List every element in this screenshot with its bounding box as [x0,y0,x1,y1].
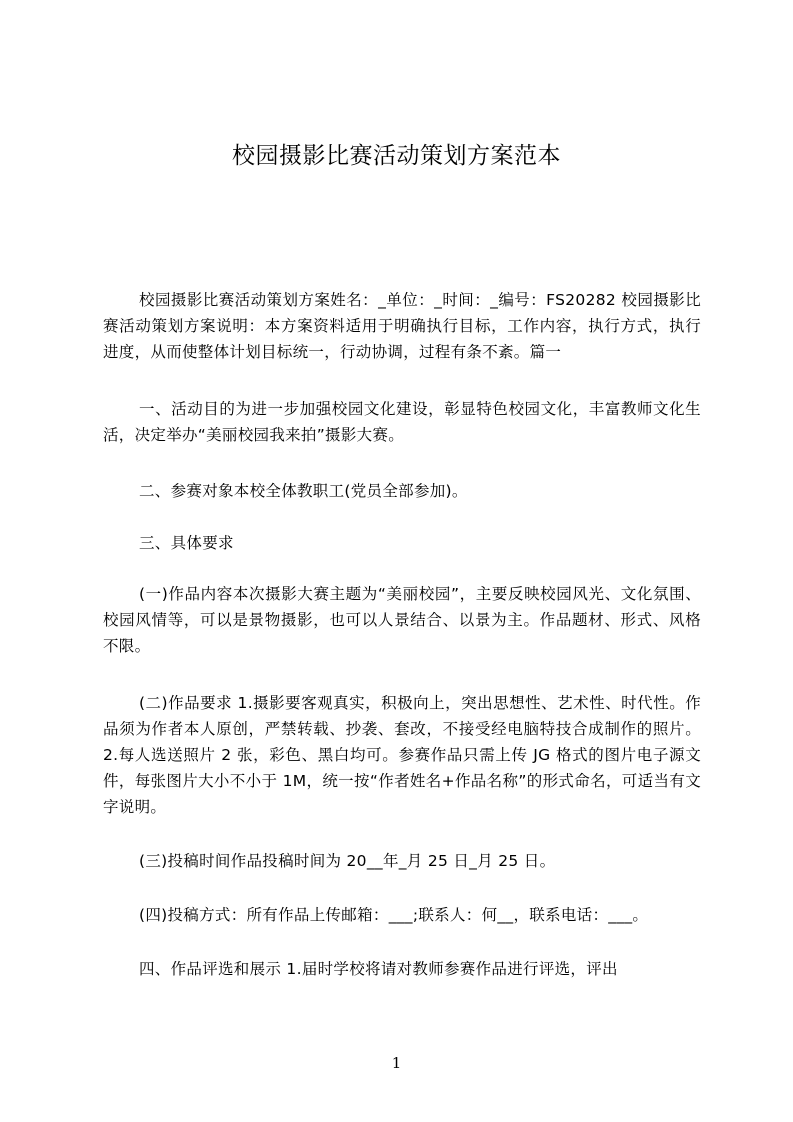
section-4-paragraph: 四、作品评选和展示 1.届时学校将请对教师参赛作品进行评选，评出 [139,960,618,978]
subsection-1-paragraph: (一)作品内容本次摄影大赛主题为“美丽校园”，主要反映校园风光、文化氛围、校园风情等，可以是景物摄影，也可以人景结合、以景为主。作品题材、形式、风格不限。 [103,585,701,655]
subsection-4-paragraph: (四)投稿方式：所有作品上传邮箱：___;联系人：何__，联系电话：___。 [139,906,649,924]
document-title: 校园摄影比赛活动策划方案范本 [232,143,561,169]
section-3-heading: 三、具体要求 [139,534,234,552]
section-2-paragraph: 二、参赛对象本校全体教职工(党员全部参加)。 [139,482,468,500]
subsection-2-paragraph: (二)作品要求 1.摄影要客观真实，积极向上，突出思想性、艺术性、时代性。作品须为作者本人原创，严禁转载、抄袭、套改，不接受经电脑特技合成制作的照片。2.每人选送照片 2 张，彩色、黑白均可。参赛作品只需上传 JG 格式的图片电子源文件，每张图片大小不小于 1M，统一按“作者姓名+作品名称”的形式命名，可适当有文字说明。 [103,694,701,816]
intro-paragraph: 校园摄影比赛活动策划方案姓名：_单位：_时间：_编号：FS20282 校园摄影比赛活动策划方案说明：本方案资料适用于明确执行目标，工作内容，执行方式，执行进度，从而使整体计划目标统一，行动协调，过程有条不紊。篇一 [103,291,701,361]
section-1-paragraph: 一、活动目的为进一步加强校园文化建设，彰显特色校园文化，丰富教师文化生活，决定举办“美丽校园我来拍”摄影大赛。 [103,400,701,444]
subsection-3-paragraph: (三)投稿时间作品投稿时间为 20__年_月 25 日_月 25 日。 [139,852,556,870]
page-number: 1 [391,1054,402,1072]
